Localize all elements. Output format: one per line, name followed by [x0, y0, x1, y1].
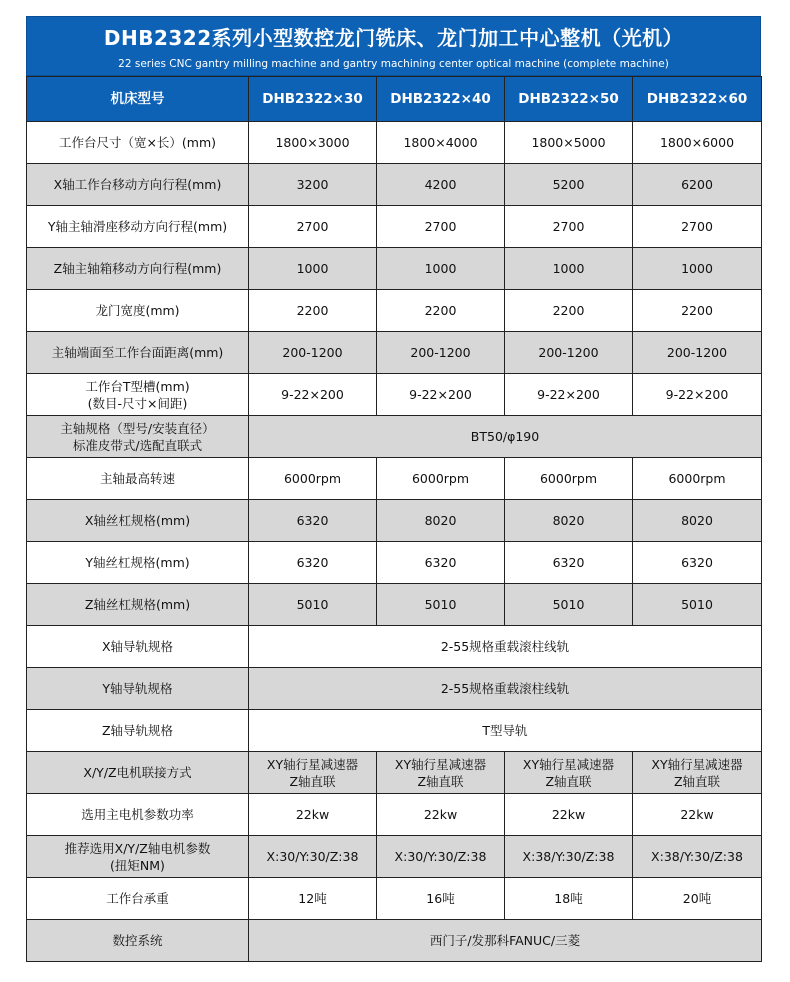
table-row — [27, 500, 762, 542]
row-label: X轴丝杠规格(mm) — [27, 500, 249, 542]
table-row — [27, 164, 762, 206]
value-cell: 6000rpm — [377, 458, 505, 500]
value-cell: 6000rpm — [505, 458, 633, 500]
value-cell: 9-22×200 — [633, 374, 762, 416]
value-cell: 1800×3000 — [249, 122, 377, 164]
value-cell: 2200 — [505, 290, 633, 332]
value-cell: 22kw — [377, 794, 505, 836]
value-cell: 8020 — [633, 500, 762, 542]
value-cell: 5010 — [249, 584, 377, 626]
value-cell: 6320 — [377, 542, 505, 584]
table-row — [27, 248, 762, 290]
page-subtitle: 22 series CNC gantry milling machine and gantry machining center optical machine (complete machine) — [118, 58, 669, 70]
row-label: Y轴丝杠规格(mm) — [27, 542, 249, 584]
value-cell: 2700 — [505, 206, 633, 248]
table-row — [27, 752, 762, 794]
row-label: X轴工作台移动方向行程(mm) — [27, 164, 249, 206]
table-row — [27, 794, 762, 836]
merged-value-cell: 西门子/发那科FANUC/三菱 — [249, 920, 762, 962]
table-row — [27, 332, 762, 374]
table-row — [27, 542, 762, 584]
cell-line: XY轴行星减速器 — [266, 756, 359, 772]
cell-line: 标准皮带式/选配直联式 — [72, 437, 203, 453]
table-row — [27, 668, 762, 710]
value-cell — [505, 752, 633, 794]
value-cell: 1000 — [633, 248, 762, 290]
value-cell: X:38/Y:30/Z:38 — [505, 836, 633, 878]
cell-line: Z轴直联 — [673, 773, 721, 789]
value-cell: 3200 — [249, 164, 377, 206]
value-cell: 200-1200 — [505, 332, 633, 374]
table-row — [27, 626, 762, 668]
spec-body — [27, 122, 762, 962]
table-row — [27, 206, 762, 248]
row-label: 龙门宽度(mm) — [27, 290, 249, 332]
value-cell: X:30/Y:30/Z:38 — [377, 836, 505, 878]
cell-line: XY轴行星减速器 — [651, 756, 743, 772]
value-cell: 1800×5000 — [505, 122, 633, 164]
value-cell: 1800×6000 — [633, 122, 762, 164]
header-model: DHB2322×60 — [633, 77, 762, 122]
value-cell: 200-1200 — [633, 332, 762, 374]
value-cell: 22kw — [633, 794, 762, 836]
row-label — [27, 416, 249, 458]
value-cell: 4200 — [377, 164, 505, 206]
cell-line: XY轴行星减速器 — [522, 756, 615, 772]
merged-value-cell: 2-55规格重载滚柱线轨 — [249, 626, 762, 668]
row-label — [27, 374, 249, 416]
value-cell: 5200 — [505, 164, 633, 206]
table-row — [27, 416, 762, 458]
table-row — [27, 710, 762, 752]
cell-line: (扭矩NM) — [110, 857, 165, 873]
value-cell: 16吨 — [377, 878, 505, 920]
title-banner — [26, 16, 761, 76]
row-label: Z轴导轨规格 — [27, 710, 249, 752]
value-cell: 2700 — [633, 206, 762, 248]
cell-line: Z轴直联 — [289, 773, 336, 789]
cell-line: Z轴直联 — [545, 773, 592, 789]
value-cell: 2200 — [377, 290, 505, 332]
value-cell: X:38/Y:30/Z:38 — [633, 836, 762, 878]
value-cell: 22kw — [505, 794, 633, 836]
value-cell: 8020 — [505, 500, 633, 542]
value-cell — [377, 752, 505, 794]
merged-value-cell: T型导轨 — [249, 710, 762, 752]
header-model: DHB2322×50 — [505, 77, 633, 122]
table-row — [27, 878, 762, 920]
page-title: DHB2322系列小型数控龙门铣床、龙门加工中心整机（光机） — [103, 26, 684, 50]
value-cell: 6320 — [249, 542, 377, 584]
cell-line: XY轴行星减速器 — [394, 756, 487, 772]
cell-line: 主轴规格（型号/安装直径） — [60, 420, 215, 436]
table-row — [27, 374, 762, 416]
value-cell — [633, 752, 762, 794]
value-cell: 200-1200 — [377, 332, 505, 374]
value-cell: X:30/Y:30/Z:38 — [249, 836, 377, 878]
value-cell: 6200 — [633, 164, 762, 206]
value-cell: 1000 — [249, 248, 377, 290]
row-label: 工作台承重 — [27, 878, 249, 920]
value-cell: 2700 — [377, 206, 505, 248]
value-cell: 9-22×200 — [505, 374, 633, 416]
header-label: 机床型号 — [27, 77, 249, 122]
cell-line: Z轴直联 — [417, 773, 464, 789]
table-row — [27, 920, 762, 962]
row-label: 主轴端面至工作台面距离(mm) — [27, 332, 249, 374]
cell-line: (数目-尺寸×间距) — [87, 395, 188, 411]
header-model: DHB2322×40 — [377, 77, 505, 122]
row-label: Z轴主轴箱移动方向行程(mm) — [27, 248, 249, 290]
merged-value-cell: BT50/φ190 — [249, 416, 762, 458]
value-cell: 9-22×200 — [249, 374, 377, 416]
merged-value-cell: 2-55规格重载滚柱线轨 — [249, 668, 762, 710]
row-label: Y轴主轴滑座移动方向行程(mm) — [27, 206, 249, 248]
spec-sheet — [26, 16, 761, 962]
value-cell: 6320 — [633, 542, 762, 584]
value-cell: 8020 — [377, 500, 505, 542]
value-cell: 2200 — [249, 290, 377, 332]
value-cell: 12吨 — [249, 878, 377, 920]
row-label: X/Y/Z电机联接方式 — [27, 752, 249, 794]
value-cell: 6000rpm — [249, 458, 377, 500]
row-label: Z轴丝杠规格(mm) — [27, 584, 249, 626]
value-cell: 2700 — [249, 206, 377, 248]
row-label: X轴导轨规格 — [27, 626, 249, 668]
cell-line: 推荐选用X/Y/Z轴电机参数 — [64, 840, 211, 856]
table-row — [27, 836, 762, 878]
spec-table — [26, 76, 762, 962]
value-cell: 6320 — [505, 542, 633, 584]
value-cell: 22kw — [249, 794, 377, 836]
value-cell: 1000 — [377, 248, 505, 290]
row-label: 工作台尺寸（宽×长）(mm) — [27, 122, 249, 164]
value-cell: 6320 — [249, 500, 377, 542]
table-row — [27, 458, 762, 500]
header-row — [27, 77, 762, 122]
value-cell: 1000 — [505, 248, 633, 290]
table-row — [27, 584, 762, 626]
value-cell: 18吨 — [505, 878, 633, 920]
value-cell: 9-22×200 — [377, 374, 505, 416]
row-label: 数控系统 — [27, 920, 249, 962]
value-cell: 5010 — [505, 584, 633, 626]
table-row — [27, 290, 762, 332]
header-model: DHB2322×30 — [249, 77, 377, 122]
value-cell: 2200 — [633, 290, 762, 332]
value-cell: 1800×4000 — [377, 122, 505, 164]
table-row — [27, 122, 762, 164]
value-cell — [249, 752, 377, 794]
cell-line: 工作台T型槽(mm) — [85, 378, 190, 394]
value-cell: 5010 — [633, 584, 762, 626]
row-label: 主轴最高转速 — [27, 458, 249, 500]
value-cell: 200-1200 — [249, 332, 377, 374]
value-cell: 20吨 — [633, 878, 762, 920]
value-cell: 6000rpm — [633, 458, 762, 500]
row-label: Y轴导轨规格 — [27, 668, 249, 710]
value-cell: 5010 — [377, 584, 505, 626]
row-label — [27, 836, 249, 878]
row-label: 选用主电机参数功率 — [27, 794, 249, 836]
